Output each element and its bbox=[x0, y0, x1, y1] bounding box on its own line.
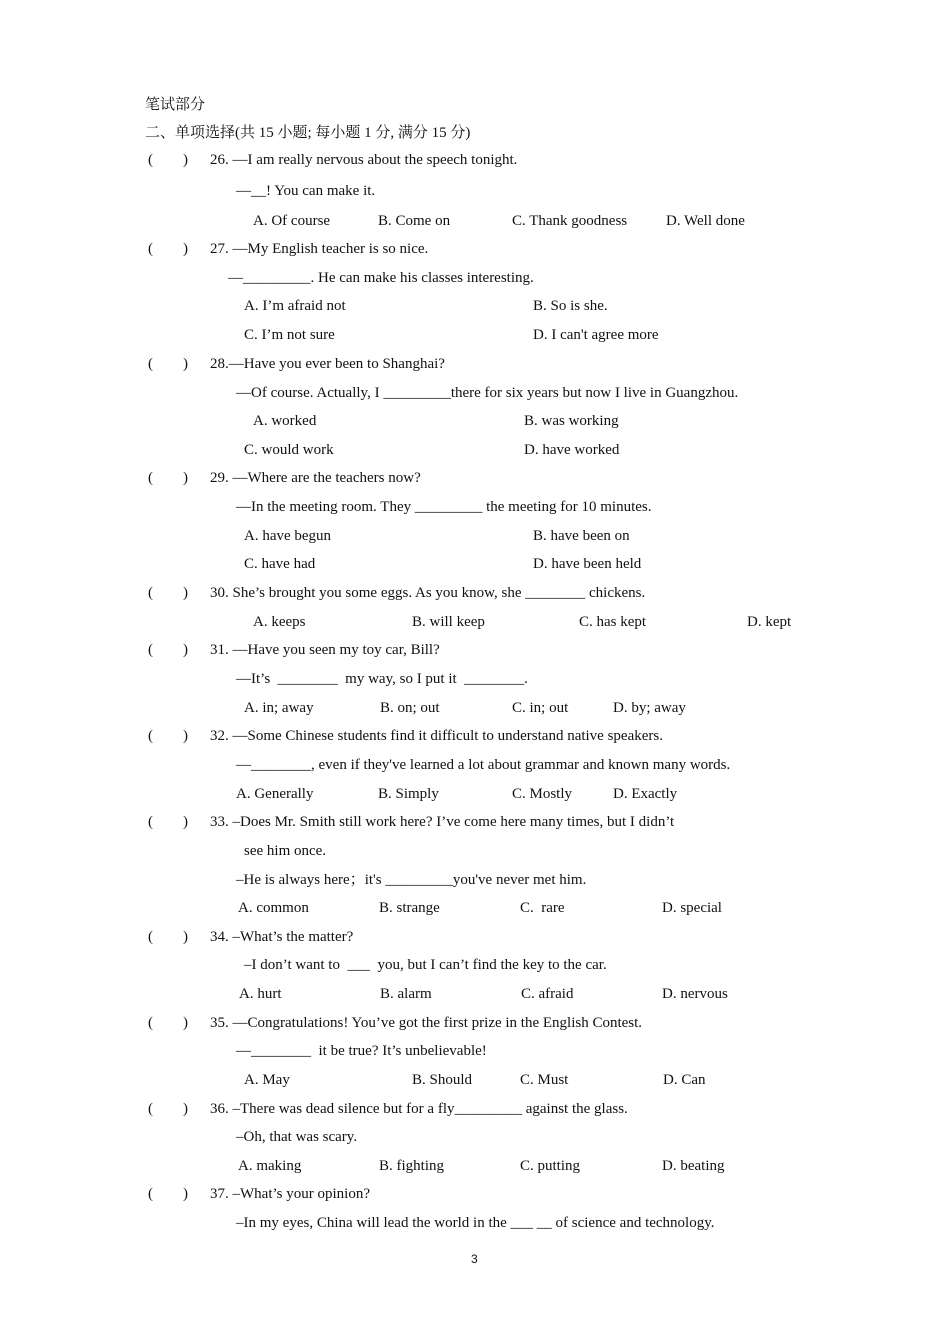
question-stem: 31. —Have you seen my toy car, Bill? bbox=[210, 642, 440, 658]
option: A. have begun bbox=[244, 528, 332, 544]
question-reply: —In the meeting room. They _________ the meeting for 10 minutes. bbox=[236, 499, 652, 515]
answer-blank[interactable]: ( ) bbox=[148, 1015, 188, 1031]
option: C. in; out bbox=[512, 700, 569, 716]
option: B. strange bbox=[379, 900, 440, 916]
question-stem: 36. –There was dead silence but for a fly_________ against the glass. bbox=[210, 1101, 628, 1117]
question-stem: 28.—Have you ever been to Shanghai? bbox=[210, 356, 445, 372]
question-reply: —It’s ________ my way, so I put it ________. bbox=[236, 671, 528, 687]
question-reply: —__! You can make it. bbox=[236, 183, 376, 199]
option: B. So is she. bbox=[533, 298, 608, 314]
option: C. putting bbox=[520, 1158, 581, 1174]
option: A. May bbox=[244, 1072, 290, 1088]
answer-blank[interactable]: ( ) bbox=[148, 728, 188, 744]
option: A. Of course bbox=[253, 213, 331, 229]
option: A. Generally bbox=[236, 786, 314, 802]
answer-blank[interactable]: ( ) bbox=[148, 241, 188, 257]
option: C. would work bbox=[244, 442, 334, 458]
answer-blank[interactable]: ( ) bbox=[148, 152, 188, 168]
option: C. I’m not sure bbox=[244, 327, 335, 343]
question-reply: –Oh, that was scary. bbox=[236, 1129, 358, 1145]
question-reply: –I don’t want to ___ you, but I can’t find the key to the car. bbox=[244, 957, 607, 973]
option: B. fighting bbox=[379, 1158, 445, 1174]
question-reply: —_________. He can make his classes interesting. bbox=[228, 270, 534, 286]
option: D. have been held bbox=[533, 556, 642, 572]
option: D. by; away bbox=[613, 700, 686, 716]
question-stem: 33. –Does Mr. Smith still work here? I’ve come here many times, but I didn’t bbox=[210, 814, 675, 830]
answer-blank[interactable]: ( ) bbox=[148, 642, 188, 658]
option: A. making bbox=[238, 1158, 302, 1174]
option: C. has kept bbox=[579, 614, 647, 630]
question-reply: —Of course. Actually, I _________there for six years but now I live in Guangzhou. bbox=[236, 385, 739, 401]
question-stem: 37. –What’s your opinion? bbox=[210, 1186, 370, 1202]
question-stem: 30. She’s brought you some eggs. As you know, she ________ chickens. bbox=[210, 585, 646, 601]
question-stem: 29. —Where are the teachers now? bbox=[210, 470, 421, 486]
option: B. will keep bbox=[412, 614, 485, 630]
answer-blank[interactable]: ( ) bbox=[148, 585, 188, 601]
option: B. on; out bbox=[380, 700, 440, 716]
answer-blank[interactable]: ( ) bbox=[148, 1186, 188, 1202]
question-stem: 26. —I am really nervous about the speech tonight. bbox=[210, 152, 518, 168]
question-reply: –In my eyes, China will lead the world in the ___ __ of science and technology. bbox=[236, 1215, 715, 1231]
option: A. worked bbox=[253, 413, 317, 429]
option: B. have been on bbox=[533, 528, 630, 544]
answer-blank[interactable]: ( ) bbox=[148, 1101, 188, 1117]
option: A. in; away bbox=[244, 700, 314, 716]
answer-blank[interactable]: ( ) bbox=[148, 814, 188, 830]
question-stem-continued: see him once. bbox=[244, 843, 327, 859]
question-reply: —________ it be true? It’s unbelievable! bbox=[236, 1043, 487, 1059]
option: C. Mostly bbox=[512, 786, 573, 802]
option: B. Come on bbox=[378, 213, 451, 229]
option: B. Simply bbox=[378, 786, 439, 802]
question-reply: —________, even if they've learned a lot about grammar and known many words. bbox=[236, 757, 731, 773]
page-number: 3 bbox=[471, 1252, 478, 1266]
answer-blank[interactable]: ( ) bbox=[148, 356, 188, 372]
option: D. kept bbox=[747, 614, 792, 630]
option: C. have had bbox=[244, 556, 316, 572]
question-stem: 34. –What’s the matter? bbox=[210, 929, 354, 945]
section-title: 笔试部分 bbox=[145, 97, 206, 113]
option: D. Well done bbox=[666, 213, 745, 229]
option: B. alarm bbox=[380, 986, 432, 1002]
option: C. Thank goodness bbox=[512, 213, 628, 229]
option: C. afraid bbox=[521, 986, 574, 1002]
option: A. hurt bbox=[239, 986, 282, 1002]
question-reply: –He is always here；it's _________you've never met him. bbox=[236, 872, 587, 888]
option: C. Must bbox=[520, 1072, 569, 1088]
option: C. rare bbox=[520, 900, 565, 916]
option: D. beating bbox=[662, 1158, 725, 1174]
option: A. common bbox=[238, 900, 309, 916]
option: A. keeps bbox=[253, 614, 306, 630]
option: B. Should bbox=[412, 1072, 473, 1088]
section-instruction: 二、单项选择(共 15 小题; 每小题 1 分, 满分 15 分) bbox=[145, 125, 471, 141]
answer-blank[interactable]: ( ) bbox=[148, 929, 188, 945]
option: D. Can bbox=[663, 1072, 706, 1088]
option: A. I’m afraid not bbox=[244, 298, 346, 314]
option: B. was working bbox=[524, 413, 619, 429]
question-stem: 35. —Congratulations! You’ve got the first prize in the English Contest. bbox=[210, 1015, 643, 1031]
option: D. have worked bbox=[524, 442, 620, 458]
option: D. nervous bbox=[662, 986, 728, 1002]
option: D. special bbox=[662, 900, 722, 916]
option: D. I can't agree more bbox=[533, 327, 659, 343]
question-stem: 32. —Some Chinese students find it difficult to understand native speakers. bbox=[210, 728, 663, 744]
option: D. Exactly bbox=[613, 786, 678, 802]
question-stem: 27. —My English teacher is so nice. bbox=[210, 241, 429, 257]
answer-blank[interactable]: ( ) bbox=[148, 470, 188, 486]
